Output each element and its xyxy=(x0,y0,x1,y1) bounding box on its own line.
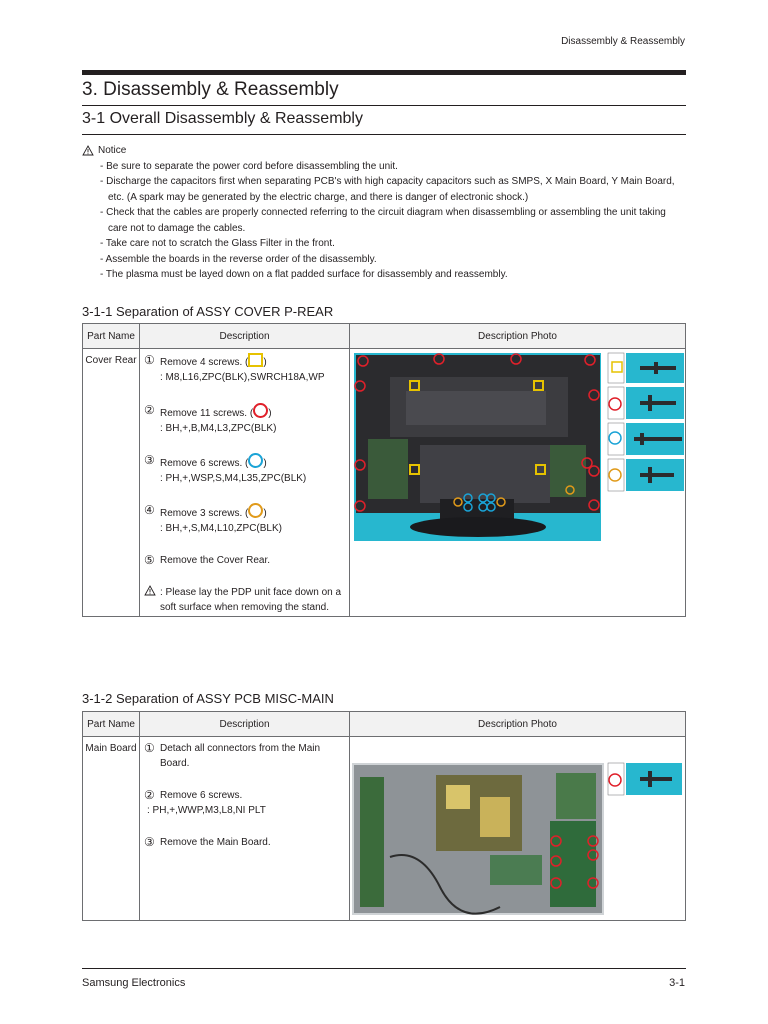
page-number: 3-1 xyxy=(669,977,685,989)
step xyxy=(140,385,349,436)
step-text: Remove 11 screws. ( xyxy=(160,408,254,419)
step-number: ① xyxy=(144,741,155,755)
screw-legend xyxy=(608,353,684,491)
warning-icon xyxy=(144,585,156,596)
step xyxy=(140,771,349,818)
step-text: Remove 6 screws. ( xyxy=(160,458,249,469)
title-rule xyxy=(82,70,686,75)
cover-rear-table xyxy=(82,323,686,617)
subsection-title: 3-1-2 Separation of ASSY PCB MISC-MAIN xyxy=(82,691,334,706)
main-board-table xyxy=(82,711,686,921)
step-text: ) xyxy=(263,508,267,519)
notice-item: - Discharge the capacitors first when separating PCB's with high capacity capacitors such as SMPS, X Main Board, Y Main Board, etc. (A spark may be generated by the electric charge, and there is danger of electronic shock.) xyxy=(100,176,675,203)
step-number: ③ xyxy=(144,835,155,849)
screw-spec: : BH,+,B,M4,L3,ZPC(BLK) xyxy=(160,423,277,434)
screw-spec: : BH,+,S,M4,L10,ZPC(BLK) xyxy=(160,523,282,534)
step-number: ③ xyxy=(144,453,155,467)
step-number: ⑤ xyxy=(144,553,155,567)
notice-item: - Be sure to separate the power cord before disassembling the unit. xyxy=(100,160,398,172)
divider xyxy=(82,105,686,106)
step-number: ② xyxy=(144,403,155,417)
section-title: 3-1 Overall Disassembly & Reassembly xyxy=(82,110,363,127)
tv-board-left xyxy=(368,439,408,499)
col-header-part-name: Part Name xyxy=(83,712,140,737)
step-text: Remove 4 screws. ( xyxy=(160,357,249,368)
step-text: Remove the Main Board. xyxy=(160,837,271,848)
screw-spec: : PH,+,WSP,S,M4,L35,ZPC(BLK) xyxy=(160,473,307,484)
screw-spec: : PH,+,WWP,M3,L8,NI PLT xyxy=(147,805,266,816)
component xyxy=(480,797,510,837)
tv-board-right xyxy=(550,445,586,497)
notice-item: - The plasma must be layed down on a flat padded surface for disassembly and reassembly. xyxy=(100,269,508,280)
photo-cell xyxy=(350,737,686,921)
x-board xyxy=(556,773,596,819)
photo-cell xyxy=(350,349,686,617)
step-text: ) xyxy=(268,408,272,419)
step xyxy=(140,818,349,850)
part-name-cell: Main Board xyxy=(83,737,140,921)
warning-icon xyxy=(82,145,94,156)
running-head: Disassembly & Reassembly xyxy=(561,36,685,47)
step-text: Remove the Cover Rear. xyxy=(160,555,271,566)
divider xyxy=(82,134,686,135)
component xyxy=(446,785,470,809)
caution-note xyxy=(140,568,349,615)
notice-item: - Check that the cables are properly connected referring to the circuit diagram when disassembling or assembling the unit taking care not to damage the cables. xyxy=(100,207,666,234)
caution-text: : Please lay the PDP unit face down on a soft surface when removing the stand. xyxy=(160,587,342,613)
step-number: ④ xyxy=(144,503,155,517)
notice-block xyxy=(82,143,682,283)
tv-vent-area xyxy=(406,391,546,425)
logic-board xyxy=(490,855,542,885)
step xyxy=(140,349,349,385)
footer-rule xyxy=(82,968,686,969)
step xyxy=(140,486,349,536)
description-cell xyxy=(140,349,350,617)
step-text: Remove 3 screws. ( xyxy=(160,508,249,519)
chapter-title: 3. Disassembly & Reassembly xyxy=(82,79,339,100)
stand-neck xyxy=(440,499,514,519)
main-board xyxy=(550,821,596,907)
y-board xyxy=(360,777,384,907)
step xyxy=(140,737,349,771)
notice-title: Notice xyxy=(98,145,127,156)
notice-item: - Take care not to scratch the Glass Filter in the front. xyxy=(100,238,335,249)
footer-company: Samsung Electronics xyxy=(82,977,186,989)
main-board-photo xyxy=(350,737,686,921)
orange-circle-marker-icon xyxy=(248,503,263,518)
screw-spec: : M8,L16,ZPC(BLK),SWRCH18A,WP xyxy=(160,372,325,383)
step-text: ) xyxy=(263,458,267,469)
step xyxy=(140,536,349,568)
col-header-description: Description xyxy=(140,712,350,737)
description-cell xyxy=(140,737,350,921)
step-text: Detach all connectors from the Main Board. xyxy=(160,743,321,769)
part-name-cell: Cover Rear xyxy=(83,349,140,617)
step-number: ① xyxy=(144,353,155,367)
col-header-part-name: Part Name xyxy=(83,324,140,349)
col-header-photo: Description Photo xyxy=(350,324,686,349)
blue-circle-marker-icon xyxy=(248,453,263,468)
subsection-title: 3-1-1 Separation of ASSY COVER P-REAR xyxy=(82,304,334,319)
cover-rear-photo xyxy=(350,349,686,617)
yellow-square-marker-icon xyxy=(248,353,263,367)
col-header-description: Description xyxy=(140,324,350,349)
step xyxy=(140,436,349,486)
col-header-photo: Description Photo xyxy=(350,712,686,737)
red-circle-marker-icon xyxy=(253,403,268,418)
step-number: ② xyxy=(144,788,155,802)
notice-item: - Assemble the boards in the reverse order of the disassembly. xyxy=(100,253,377,265)
step-text: Remove 6 screws. xyxy=(160,790,243,801)
stand-base xyxy=(410,517,546,537)
step-text: ) xyxy=(263,357,267,368)
